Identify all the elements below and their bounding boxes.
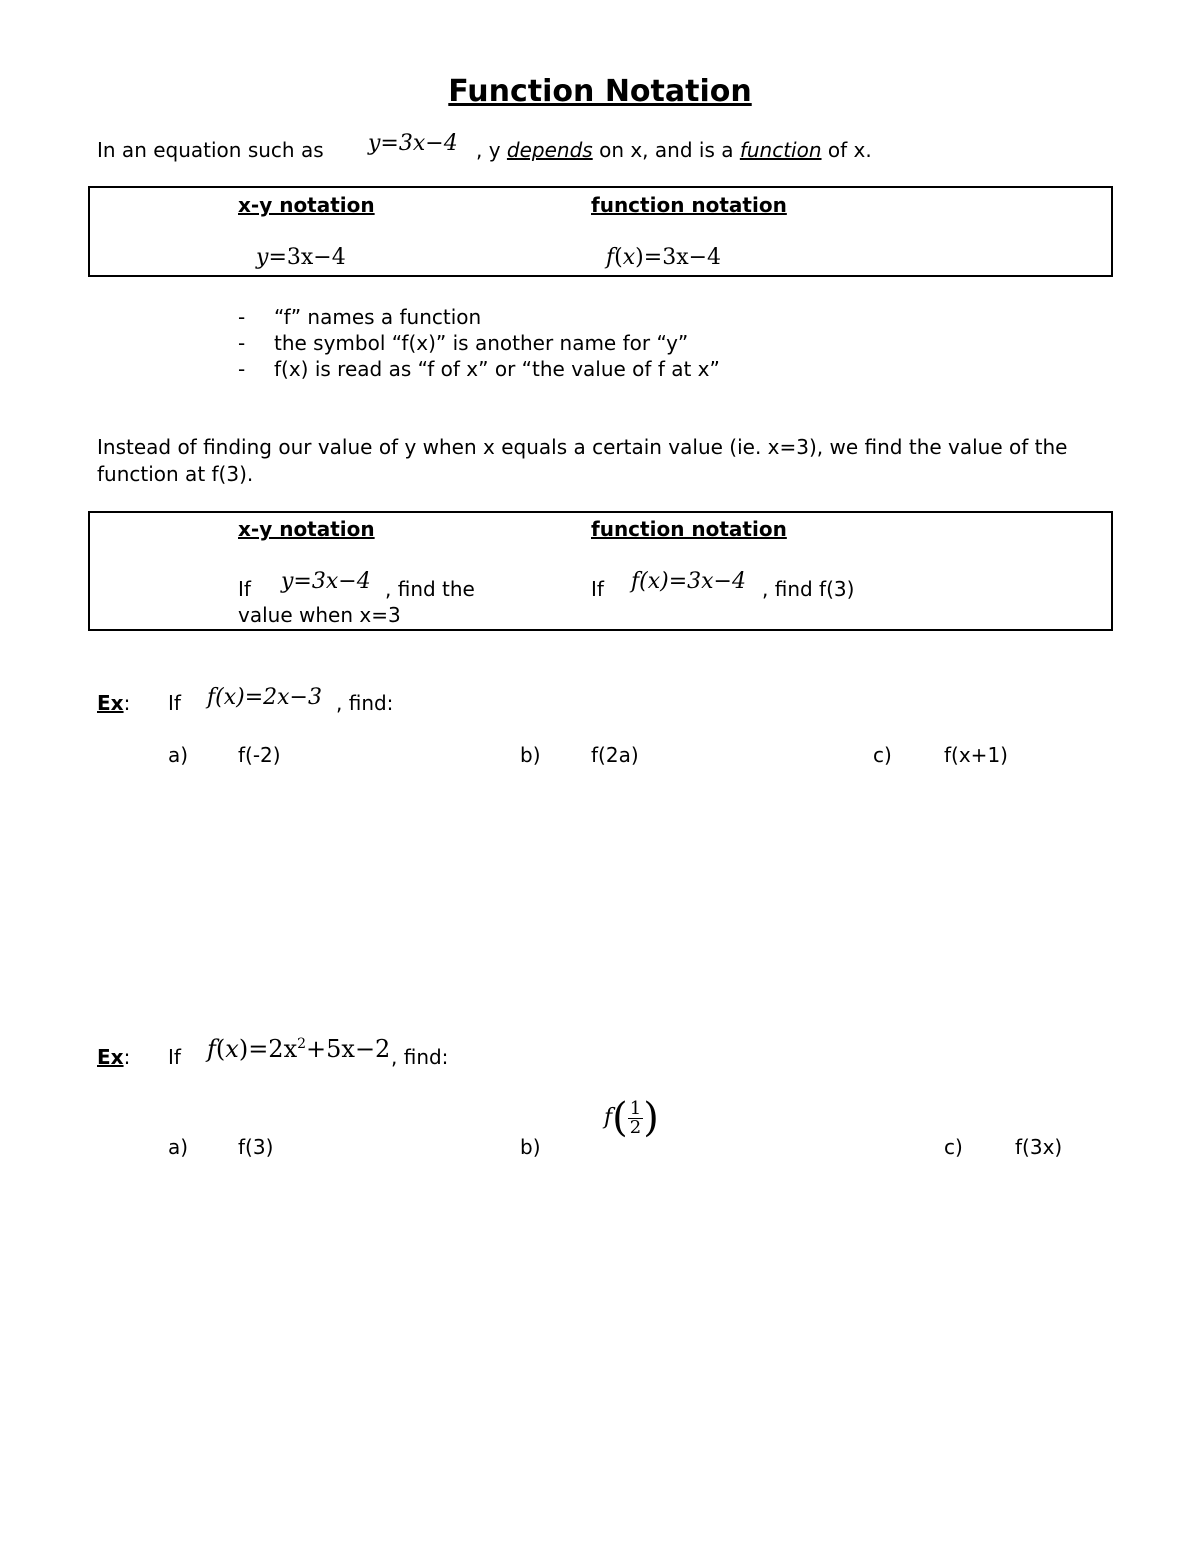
intro-prefix: In an equation such as [97, 138, 324, 162]
table1-fn-f: f [606, 245, 615, 270]
ex1-part-b-letter: b) [520, 743, 541, 767]
table1-xy-y: y [256, 245, 269, 270]
ex2-part-c-expr: f(3x) [1015, 1135, 1063, 1159]
bullet-dash: - [238, 357, 246, 381]
fraction [628, 1097, 643, 1138]
page-title: Function Notation [448, 74, 752, 109]
table2-col2-tail: , find f(3) [762, 577, 855, 601]
intro-function-word: function [739, 138, 822, 162]
ex1-part-b-expr: f(2a) [591, 743, 639, 767]
ex1-part-a-expr: f(-2) [238, 743, 281, 767]
ex2-colon: : [123, 1045, 131, 1069]
fraction-denominator: 2 [629, 1116, 642, 1138]
ex1-label-text: Ex [97, 691, 124, 715]
ex1-part-c-letter: c) [873, 743, 892, 767]
table2-col1-line2: value when x=3 [238, 603, 401, 627]
right-paren: ) [643, 1095, 659, 1141]
ex2-part-b-fn: f [604, 1105, 613, 1130]
table2-col1-equation [281, 568, 371, 597]
ex2-equation: $f(x)=2x^2+5x-2$ [207, 1035, 391, 1063]
ex2-label-text: Ex [97, 1045, 124, 1069]
table2-col1-if: If [238, 577, 251, 601]
table2-col2-equation [631, 568, 746, 597]
intro-depends: depends [506, 138, 593, 162]
ex2-tail: , find: [391, 1045, 449, 1069]
table2-col1-header: x-y notation [238, 517, 375, 541]
ex2-part-a-letter: a) [168, 1135, 189, 1159]
intro-equation-text: y=3x−4 [368, 131, 458, 156]
left-paren: ( [612, 1095, 628, 1141]
table2-col2-header: function notation [591, 517, 787, 541]
ex2-part-a-expr: f(3) [238, 1135, 274, 1159]
ex1-part-c-expr: f(x+1) [944, 743, 1008, 767]
ex2-label [97, 1044, 130, 1070]
intro-mid1: , y [476, 138, 507, 162]
intro-suffix: of x. [821, 138, 872, 162]
fraction-numerator: 1 [629, 1097, 642, 1119]
table1-fn-rest: =3x−4 [643, 245, 722, 270]
table1-col2-header: function notation [591, 193, 787, 217]
ex1-equation-text: f(x)=2x−3 [207, 685, 322, 710]
intro-sentence [476, 137, 872, 163]
bullet-text-1: “f” names a function [274, 305, 482, 329]
bullet-text-3: f(x) is read as “f of x” or “the value of f at x” [274, 357, 720, 381]
table2-col2-if: If [591, 577, 604, 601]
table1-xy-rest: =3x−4 [268, 245, 346, 270]
explanation-paragraph: Instead of finding our value of y when x equals a certain value (ie. x=3), we find the value of the function at f(3). [97, 435, 1068, 486]
ex1-tail: , find: [336, 691, 394, 715]
intro-mid2: on x, and is a [592, 138, 740, 162]
table2-col2-equation-text: f(x)=3x−4 [631, 569, 746, 594]
intro-equation [368, 130, 458, 159]
ex2-eq-b: +5x−2 [306, 1035, 391, 1063]
ex1-equation [207, 684, 322, 713]
bullet-text-2: the symbol “f(x)” is another name for “y” [274, 331, 689, 355]
ex2-eq-x: x [225, 1035, 239, 1063]
ex1-label [97, 690, 130, 716]
ex1-if: If [168, 691, 181, 715]
table1-xy-equation [256, 244, 346, 273]
table2-col1-equation-text: y=3x−4 [281, 569, 371, 594]
ex2-eq-f: f [207, 1035, 216, 1063]
ex1-part-a-letter: a) [168, 743, 189, 767]
ex2-part-c-letter: c) [944, 1135, 963, 1159]
bullet-item-3 [238, 356, 720, 382]
table1-fn-equation: f(x)=3x−4 [606, 245, 722, 270]
bullet-list [238, 304, 720, 382]
ex2-eq-sup: 2 [297, 1036, 307, 1052]
bullet-dash: - [238, 305, 246, 329]
ex1-colon: : [123, 691, 131, 715]
table1-col1-header: x-y notation [238, 193, 375, 217]
ex2-if: If [168, 1045, 181, 1069]
ex2-part-b-letter: b) [520, 1135, 541, 1159]
ex2-part-b-expr [604, 1092, 659, 1144]
table1-fn-x: x [622, 245, 636, 270]
bullet-item-1 [238, 304, 720, 330]
bullet-item-2 [238, 330, 720, 356]
ex2-eq-a: =2x [248, 1035, 298, 1063]
bullet-dash: - [238, 331, 246, 355]
table2-col1-tail: , find the [385, 577, 475, 601]
